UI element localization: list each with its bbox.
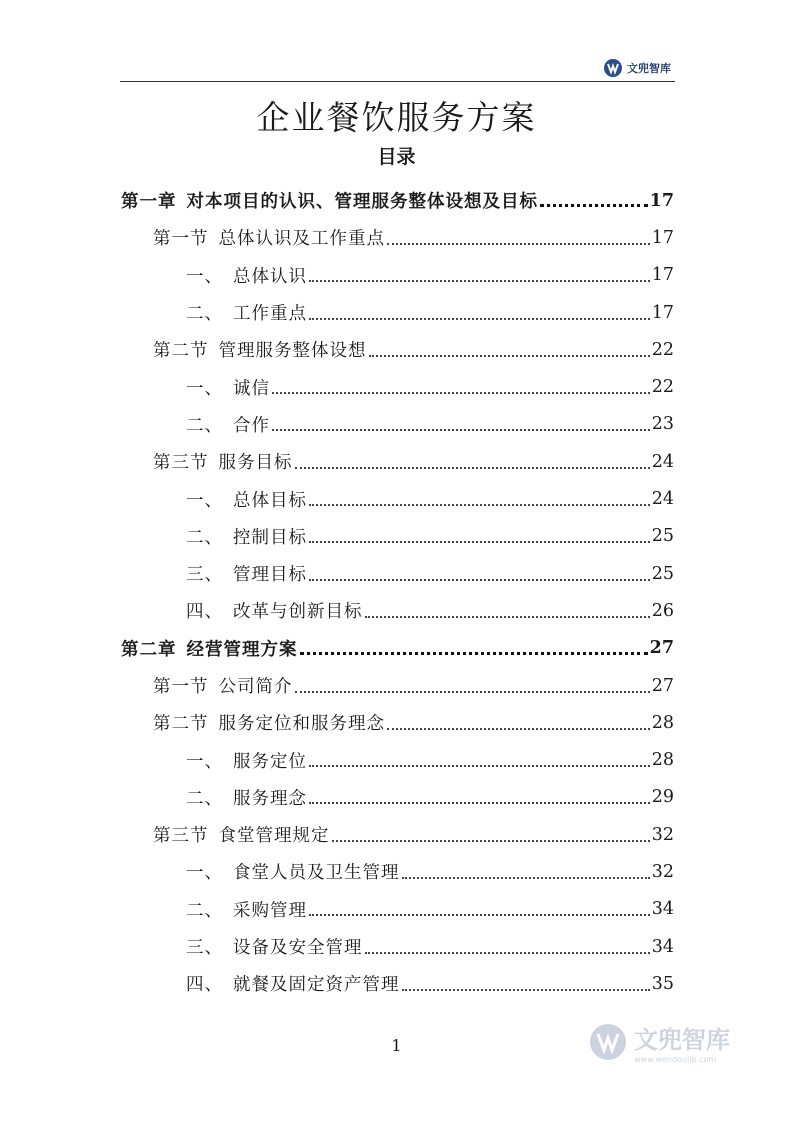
toc-entry-title: [153, 225, 385, 250]
toc-dot-leader: [365, 616, 650, 618]
toc-dot-leader: [309, 802, 650, 804]
toc-entry[interactable]: [121, 294, 674, 331]
toc-entry-number: 二、: [186, 415, 223, 436]
toc-entry-number: 一、: [186, 490, 223, 511]
toc-entry-number: 第三节: [153, 826, 209, 847]
toc-entry-page: 32: [651, 824, 674, 845]
toc-entry[interactable]: [121, 816, 674, 853]
toc-entry[interactable]: [121, 257, 674, 294]
toc-entry[interactable]: [121, 518, 674, 555]
header-rule: [120, 81, 675, 82]
toc-dot-leader: [309, 579, 650, 581]
toc-entry-text: 设备及安全管理: [233, 938, 363, 959]
toc-entry-page: 34: [651, 899, 674, 920]
toc-entry-title: [121, 636, 298, 661]
toc-entry-title: [153, 710, 385, 735]
toc-dot-leader: [300, 652, 648, 655]
page-number: 1: [391, 1036, 402, 1055]
toc-entry-page: 22: [651, 377, 674, 398]
toc-entry-number: 二、: [186, 900, 223, 921]
header-logo: [603, 58, 671, 78]
toc-entry-title: [153, 337, 367, 362]
toc-dot-leader: [309, 914, 650, 916]
toc-entry-text: 总体认识及工作重点: [218, 229, 385, 250]
logo-icon: [603, 58, 623, 78]
toc-entry-number: 第二节: [153, 714, 209, 735]
toc-entry-number: 二、: [186, 304, 223, 325]
toc-entry[interactable]: [121, 779, 674, 816]
toc-entry-number: 第一节: [153, 677, 209, 697]
toc-dot-leader: [295, 691, 650, 693]
toc-entry-page: 25: [651, 526, 674, 547]
toc-entry-number: 第一节: [153, 229, 209, 250]
toc-dot-leader: [309, 541, 650, 543]
toc-entry[interactable]: [121, 592, 674, 629]
toc-dot-leader: [540, 204, 648, 207]
toc-dot-leader: [309, 280, 650, 282]
toc-dot-leader: [387, 243, 650, 245]
toc-entry-title: [186, 971, 400, 996]
toc-dot-leader: [387, 728, 650, 730]
toc-entry-number: 一、: [186, 266, 223, 287]
toc-dot-leader: [369, 355, 650, 357]
toc-entry-number: 第一章: [121, 192, 177, 213]
toc-entry-number: 三、: [186, 938, 223, 959]
toc-entry-title: [186, 748, 307, 773]
toc-entry-title: [153, 673, 293, 698]
toc-entry-page: 27: [651, 675, 674, 696]
toc-heading: 目录: [377, 146, 416, 168]
toc-entry-title: [186, 934, 363, 959]
toc-entry[interactable]: [121, 331, 674, 368]
toc-entry-title: [186, 487, 307, 512]
toc-entry-title: [186, 375, 270, 400]
toc-entry-text: 食堂人员及卫生管理: [233, 863, 400, 884]
toc-entry-text: 公司简介: [218, 677, 293, 697]
toc-entry-page: 28: [651, 750, 674, 771]
toc-entry-text: 采购管理: [233, 900, 307, 921]
document-title: 企业餐饮服务方案: [256, 98, 537, 137]
toc-entry-title: [153, 822, 330, 847]
toc-dot-leader: [309, 318, 650, 320]
toc-entry-number: 一、: [186, 378, 223, 399]
toc-entry-number: 四、: [186, 975, 223, 996]
toc-entry-title: [186, 561, 307, 586]
toc-entry-page: 26: [651, 600, 674, 621]
toc-entry[interactable]: [121, 630, 674, 667]
toc-entry[interactable]: [121, 480, 674, 517]
logo-text: 文兜智库: [627, 62, 671, 75]
toc-entry-page: 35: [651, 973, 674, 994]
watermark-name: 文兜智库: [634, 1026, 730, 1054]
toc-dot-leader: [332, 840, 650, 842]
toc-entry-page: 22: [651, 339, 674, 360]
toc-entry-text: 总体认识: [233, 266, 307, 287]
toc-entry-title: [186, 598, 363, 623]
toc-entry[interactable]: [121, 368, 674, 405]
watermark: [588, 1020, 730, 1064]
toc-entry-title: [153, 449, 293, 474]
toc-entry[interactable]: [121, 406, 674, 443]
toc-entry-number: 第二节: [153, 341, 209, 362]
toc-entry[interactable]: [121, 667, 674, 704]
toc-entry-number: 第二章: [121, 639, 177, 660]
toc-entry[interactable]: [121, 853, 674, 890]
toc-entry[interactable]: [121, 741, 674, 778]
toc-entry-text: 服务目标: [218, 453, 293, 474]
toc-dot-leader: [272, 429, 650, 431]
toc-dot-leader: [295, 467, 650, 469]
toc-entry-number: 一、: [186, 751, 223, 772]
toc-entry-text: 合作: [233, 415, 270, 436]
toc-entry[interactable]: [121, 555, 674, 592]
toc-entry-text: 服务理念: [233, 788, 307, 809]
toc-entry-page: 23: [651, 414, 674, 435]
toc-entry-title: [186, 300, 307, 325]
toc-entry-text: 工作重点: [233, 304, 307, 325]
toc-entry-page: 25: [651, 563, 674, 584]
toc-entry-text: 改革与创新目标: [233, 602, 363, 623]
toc-entry-page: 24: [651, 489, 674, 510]
toc-dot-leader: [402, 989, 650, 991]
toc-dot-leader: [309, 504, 650, 506]
toc-entry[interactable]: [121, 182, 674, 219]
toc-entry-page: 32: [651, 861, 674, 882]
toc-entry-number: 二、: [186, 527, 223, 548]
toc-entry-text: 对本项目的认识、管理服务整体设想及目标: [186, 192, 538, 213]
toc-entry-title: [186, 412, 270, 437]
toc-entry-text: 服务定位和服务理念: [218, 714, 385, 735]
toc-entry-title: [186, 524, 307, 549]
toc-entry-number: 四、: [186, 602, 223, 623]
toc-entry-title: [186, 859, 400, 884]
toc-entry-title: [121, 188, 538, 213]
toc-entry-title: [186, 897, 307, 922]
toc-dot-leader: [365, 952, 650, 954]
toc-entry-number: 二、: [186, 788, 223, 809]
toc-entry-text: 管理目标: [233, 565, 307, 586]
toc-entry-text: 经营管理方案: [186, 639, 298, 660]
toc-entry[interactable]: [121, 219, 674, 256]
table-of-contents: [121, 182, 674, 1003]
toc-entry[interactable]: [121, 704, 674, 741]
toc-entry-title: [186, 263, 307, 288]
toc-entry-page: 24: [651, 451, 674, 472]
toc-entry-text: 总体目标: [233, 490, 307, 511]
toc-entry-page: 17: [651, 265, 674, 286]
toc-entry-page: 29: [651, 787, 674, 808]
toc-entry[interactable]: [121, 928, 674, 965]
toc-dot-leader: [402, 877, 650, 879]
toc-entry-text: 服务定位: [233, 751, 307, 772]
toc-dot-leader: [309, 765, 650, 767]
toc-entry-number: 第三节: [153, 453, 209, 474]
toc-entry-page: 27: [649, 638, 674, 659]
toc-entry[interactable]: [121, 965, 674, 1002]
toc-entry[interactable]: [121, 443, 674, 480]
toc-entry-page: 28: [651, 712, 674, 733]
toc-dot-leader: [272, 392, 650, 394]
toc-entry-page: 17: [649, 190, 674, 211]
toc-entry-text: 管理服务整体设想: [218, 341, 367, 362]
toc-entry[interactable]: [121, 891, 674, 928]
toc-entry-text: 诚信: [233, 378, 270, 399]
toc-entry-title: [186, 785, 307, 810]
watermark-url: www.wendoulib.com: [634, 1055, 717, 1064]
toc-entry-number: 三、: [186, 565, 223, 586]
toc-entry-number: 一、: [186, 863, 223, 884]
watermark-logo-icon: [588, 1022, 628, 1062]
toc-entry-text: 控制目标: [233, 527, 307, 548]
toc-entry-page: 17: [651, 302, 674, 323]
toc-entry-text: 就餐及固定资产管理: [233, 975, 400, 996]
toc-entry-page: 34: [651, 936, 674, 957]
toc-entry-page: 17: [651, 227, 674, 248]
toc-entry-text: 食堂管理规定: [218, 826, 330, 847]
